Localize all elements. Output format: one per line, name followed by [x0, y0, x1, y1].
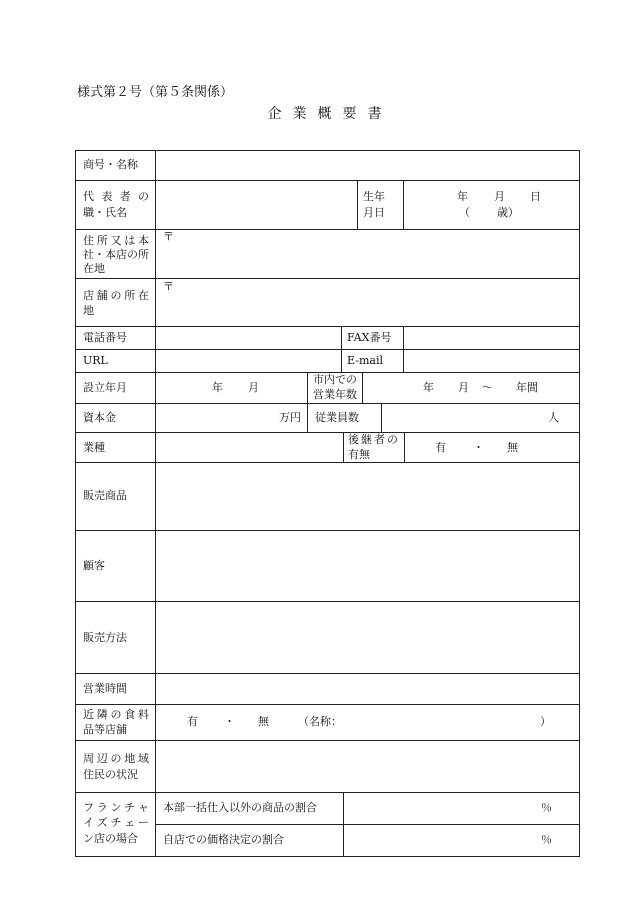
- store-address-field[interactable]: [157, 280, 578, 325]
- age-unit: 歳）: [497, 206, 519, 219]
- successor-separator: ・: [473, 441, 484, 454]
- form-number: 様式第２号（第５条関係）: [77, 85, 234, 100]
- trade-name-label: 商号・名称: [83, 158, 138, 171]
- row-line: [75, 530, 580, 531]
- col-line: [357, 180, 358, 229]
- col-line: [307, 372, 308, 432]
- employees-unit: 人: [548, 411, 559, 424]
- franchise-pricing-unit: ％: [541, 833, 552, 846]
- representative-label-line2: 職・氏名: [83, 206, 127, 219]
- row-line: [75, 326, 580, 327]
- products-label: 販売商品: [83, 489, 127, 502]
- store-address-label-line1: 店 舗 の 所 在: [83, 289, 149, 302]
- birth-month-unit: 月: [494, 190, 505, 203]
- franchise-products-ratio-field[interactable]: [345, 794, 535, 823]
- nearby-food-label-line1: 近 隣 の 食 料: [83, 708, 149, 721]
- industry-label: 業種: [83, 441, 105, 454]
- nearby-store-name-field[interactable]: [350, 710, 535, 734]
- col-line: [343, 432, 344, 462]
- years-in-city-tilde: ～: [482, 381, 493, 394]
- franchise-label-line3: ン店の場合: [83, 832, 138, 845]
- nearby-yes-option[interactable]: 有: [187, 715, 198, 728]
- sales-method-label: 販売方法: [83, 631, 127, 644]
- phone-label: 電話番号: [83, 331, 127, 344]
- label-column-divider: [155, 150, 156, 857]
- capital-label: 資本金: [83, 411, 116, 424]
- business-hours-field[interactable]: [157, 675, 578, 703]
- store-address-label-line2: 地: [83, 304, 94, 317]
- residents-label-line1: 周 辺 の 地 域: [83, 752, 149, 765]
- row-line: [75, 180, 580, 181]
- established-field[interactable]: [157, 374, 305, 402]
- col-line: [341, 326, 342, 372]
- representative-name-field[interactable]: [157, 182, 355, 228]
- years-in-city-label-line1: 市内での: [313, 373, 357, 386]
- email-field[interactable]: [405, 351, 578, 371]
- address-label-line1: 住 所 又 は 本: [83, 234, 149, 247]
- nearby-name-close: ）: [540, 715, 551, 728]
- representative-label-line1: 代 表 者 の: [83, 190, 149, 203]
- col-line: [403, 180, 404, 229]
- age-open-paren: （: [459, 206, 470, 219]
- franchise-pricing-label: 自店での価格決定の割合: [163, 833, 284, 846]
- table-border-right: [579, 150, 580, 857]
- years-in-city-month-unit: 月: [458, 381, 469, 394]
- years-in-city-years-unit: 年間: [516, 381, 538, 394]
- email-label: E-mail: [347, 354, 383, 367]
- successor-no-option[interactable]: 無: [507, 441, 518, 454]
- trade-name-field[interactable]: [157, 152, 578, 179]
- customers-label: 顧客: [83, 559, 105, 572]
- postal-mark-icon: 〒: [163, 280, 174, 293]
- birth-day-unit: 日: [530, 190, 541, 203]
- nearby-name-open: （名称：: [298, 715, 342, 728]
- established-month-unit: 月: [248, 381, 259, 394]
- row-line: [155, 824, 580, 825]
- sales-method-field[interactable]: [157, 603, 578, 672]
- capital-unit: 万円: [279, 411, 301, 424]
- col-line: [403, 326, 404, 372]
- years-in-city-field[interactable]: [364, 374, 578, 402]
- row-line: [75, 403, 580, 404]
- row-line: [75, 462, 580, 463]
- franchise-pricing-ratio-field[interactable]: [345, 826, 535, 855]
- residents-label-line2: 住民の状況: [83, 768, 138, 781]
- business-hours-label: 営業時間: [83, 682, 127, 695]
- url-field[interactable]: [157, 351, 339, 371]
- row-line: [75, 278, 580, 279]
- franchise-products-unit: ％: [541, 801, 552, 814]
- established-label: 設立年月: [83, 381, 127, 394]
- franchise-label-line2: イ ズ チ ェ ー: [83, 816, 149, 829]
- row-line: [75, 740, 580, 741]
- years-in-city-year-unit: 年: [423, 381, 434, 394]
- row-line: [75, 792, 580, 793]
- row-line: [75, 601, 580, 602]
- customers-field[interactable]: [157, 532, 578, 600]
- birth-year-unit: 年: [457, 190, 468, 203]
- document-title: 企業概要書: [267, 106, 393, 122]
- table-border-left: [75, 150, 76, 857]
- address-label-line2: 社 ・ 本 店 の 所: [83, 248, 149, 261]
- successor-label-line2: 有無: [348, 448, 370, 461]
- row-line: [75, 673, 580, 674]
- table-border-bottom: [75, 856, 580, 857]
- successor-yes-option[interactable]: 有: [435, 441, 446, 454]
- established-year-unit: 年: [212, 381, 223, 394]
- table-border-top: [75, 150, 580, 151]
- row-line: [75, 704, 580, 705]
- col-line: [381, 403, 382, 432]
- industry-field[interactable]: [157, 434, 341, 461]
- col-line: [404, 432, 405, 462]
- col-line: [343, 792, 344, 856]
- employees-label: 従業員数: [315, 411, 359, 424]
- fax-label: FAX番号: [347, 331, 392, 344]
- residents-field[interactable]: [157, 742, 578, 791]
- col-line: [362, 372, 363, 403]
- address-label-line3: 在地: [83, 262, 105, 275]
- row-line: [75, 432, 580, 433]
- franchise-label-line1: フ ラ ン チ ャ: [83, 801, 149, 814]
- nearby-food-label-line2: 品等店舗: [83, 723, 127, 736]
- nearby-no-option[interactable]: 無: [258, 715, 269, 728]
- products-field[interactable]: [157, 464, 578, 529]
- phone-field[interactable]: [157, 328, 339, 348]
- birth-date-field[interactable]: [405, 182, 578, 228]
- postal-mark-icon: 〒: [163, 230, 174, 243]
- years-in-city-label-line2: 営業年数: [313, 388, 357, 401]
- birth-label-line2: 月日: [363, 206, 385, 219]
- address-field[interactable]: [157, 231, 578, 277]
- birth-label-line1: 生年: [363, 190, 385, 203]
- url-label: URL: [83, 354, 108, 367]
- fax-field[interactable]: [405, 328, 578, 348]
- successor-label-line1: 後 継 者 の: [348, 433, 398, 446]
- row-line: [75, 229, 580, 230]
- franchise-products-label: 本部一括仕入以外の商品の割合: [163, 801, 317, 814]
- nearby-separator: ・: [224, 715, 235, 728]
- row-line: [75, 349, 580, 350]
